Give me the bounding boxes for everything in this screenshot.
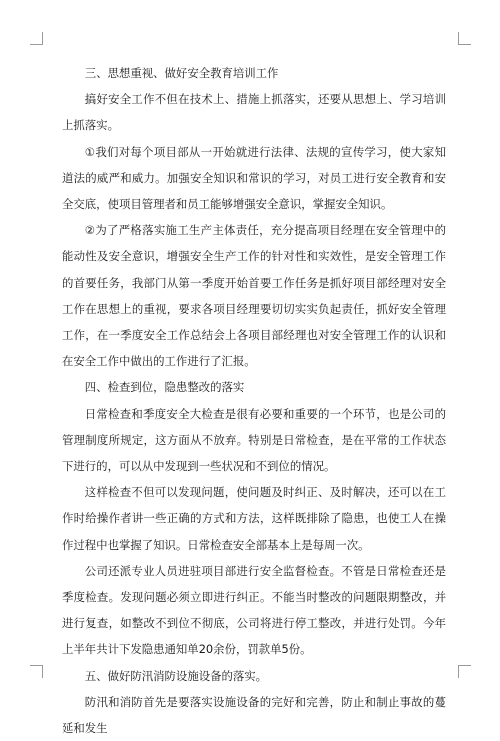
section-heading-3: 三、思想重视、做好安全教育培训工作 bbox=[84, 66, 279, 80]
section-heading-5: 五、做好防汛消防设施设备的落实。 bbox=[84, 668, 268, 683]
paragraph: 日常检查和季度安全大检查是很有必要和重要的一个环节，也是公司的管理制度所规定，这方面从不放弃。特别是日常检查，是在平常的工作状态下进行的，可以从中发现到一些状况和不到位的情况。 bbox=[62, 406, 446, 474]
paragraph: ①我们对每个项目部从一开始就进行法律、法规的宣传学习，使大家知道法的威严和威力。加强安全知识和常识的学习，对员工进行安全教育和安全交底，使项目管理者和员工能够增强安全意识，掌握安全知识。 bbox=[62, 144, 446, 212]
paragraph: 公司还派专业人员进驻项目部进行安全监督检查。不管是日常检查还是季度检查。发现问题必须立即进行纠正。不能当时整改的问题限期整改，并进行复查，如整改不到位不彻底，公司将进行停工整改，并进行处罚。今年上半年共计下发隐患通知单20余份，罚款单5份。 bbox=[62, 563, 446, 657]
crop-mark-bottom-left bbox=[30, 665, 43, 678]
crop-mark-top-right bbox=[458, 32, 471, 45]
section-heading-4: 四、检查到位，隐患整改的落实 bbox=[84, 380, 245, 395]
document-body bbox=[62, 60, 446, 741]
crop-mark-top-left bbox=[30, 32, 43, 45]
paragraph: 搞好安全工作不但在技术上、措施上抓落实，还要从思想上、学习培训上抓落实。 bbox=[62, 92, 446, 133]
paragraph: 这样检查不但可以发现问题，使问题及时纠正、及时解决，还可以在工作时给操作者讲一些正确的方式和方法，这样既排除了隐患，也使工人在操作过程中也掌握了知识。日常检查安全部基本上是每周一次。 bbox=[62, 485, 446, 552]
crop-mark-bottom-right bbox=[458, 665, 471, 678]
paragraph: 防汛和消防首先是要落实设施设备的完好和完善，防止和制止事故的蔓延和发生 bbox=[62, 694, 446, 736]
paragraph: ②为了严格落实施工生产主体责任，充分提高项目经理在安全管理中的能动性及安全意识，增强安全生产工作的针对性和实效性，是安全管理工作的首要任务，我部门从第一季度开始首要工作任务是抓好项目部经理对安全工作在思想上的重视，要求各项目经理要切切实实负起责任，抓好安全管理工作，在一季度安全工作总结会上各项目部经理也对安全管理工作的认识和在安全工作中做出的工作进行了汇报。 bbox=[62, 223, 446, 369]
